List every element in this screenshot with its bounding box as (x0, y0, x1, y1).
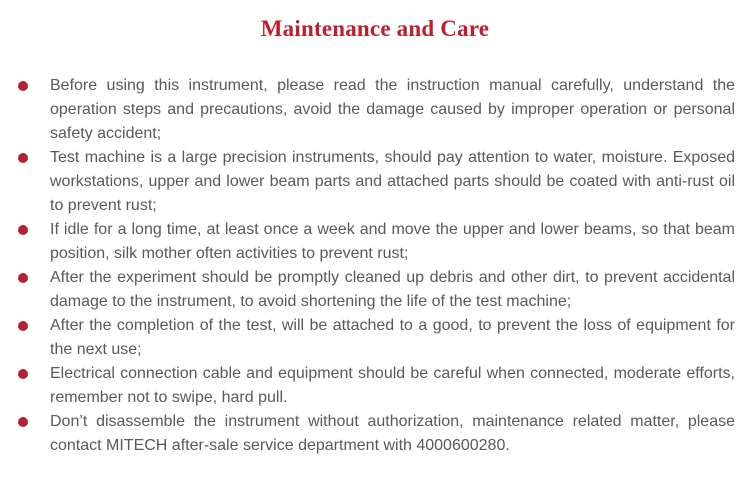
bullet-icon (18, 369, 28, 379)
list-item (15, 314, 735, 362)
list-item (15, 266, 735, 314)
bullet-icon (18, 321, 28, 331)
list-item-text: Before using this instrument, please read the instruction manual carefully, understand the operation steps and precautions, avoid the damage caused by improper operation or personal safety accident; (50, 77, 735, 142)
list-item (15, 74, 735, 146)
list-item (15, 362, 735, 410)
list-item (15, 146, 735, 218)
list-item (15, 410, 735, 458)
bullet-icon (18, 273, 28, 283)
list-item-text: If idle for a long time, at least once a week and move the upper and lower beams, so that beam position, silk mother often activities to prevent rust; (50, 221, 735, 262)
bullet-icon (18, 81, 28, 91)
list-item-text: Test machine is a large precision instruments, should pay attention to water, moisture. Exposed workstations, upper and lower beam parts and attached parts should be coated with anti-rust oil to prevent rust; (50, 149, 735, 214)
list-item-text: Don’t disassemble the instrument without authorization, maintenance related matter, please contact MITECH after-sale service department with 4000600280. (50, 413, 735, 454)
list-item (15, 218, 735, 266)
maintenance-list (15, 74, 735, 458)
bullet-icon (18, 417, 28, 427)
list-item-text: After the completion of the test, will be attached to a good, to prevent the loss of equipment for the next use; (50, 317, 735, 358)
bullet-icon (18, 225, 28, 235)
bullet-icon (18, 153, 28, 163)
page-title: Maintenance and Care (260, 16, 490, 41)
list-item-text: After the experiment should be promptly cleaned up debris and other dirt, to prevent accidental damage to the instrument, to avoid shortening the life of the test machine; (50, 269, 735, 310)
list-item-text: Electrical connection cable and equipment should be careful when connected, moderate efforts, remember not to swipe, hard pull. (50, 365, 735, 406)
